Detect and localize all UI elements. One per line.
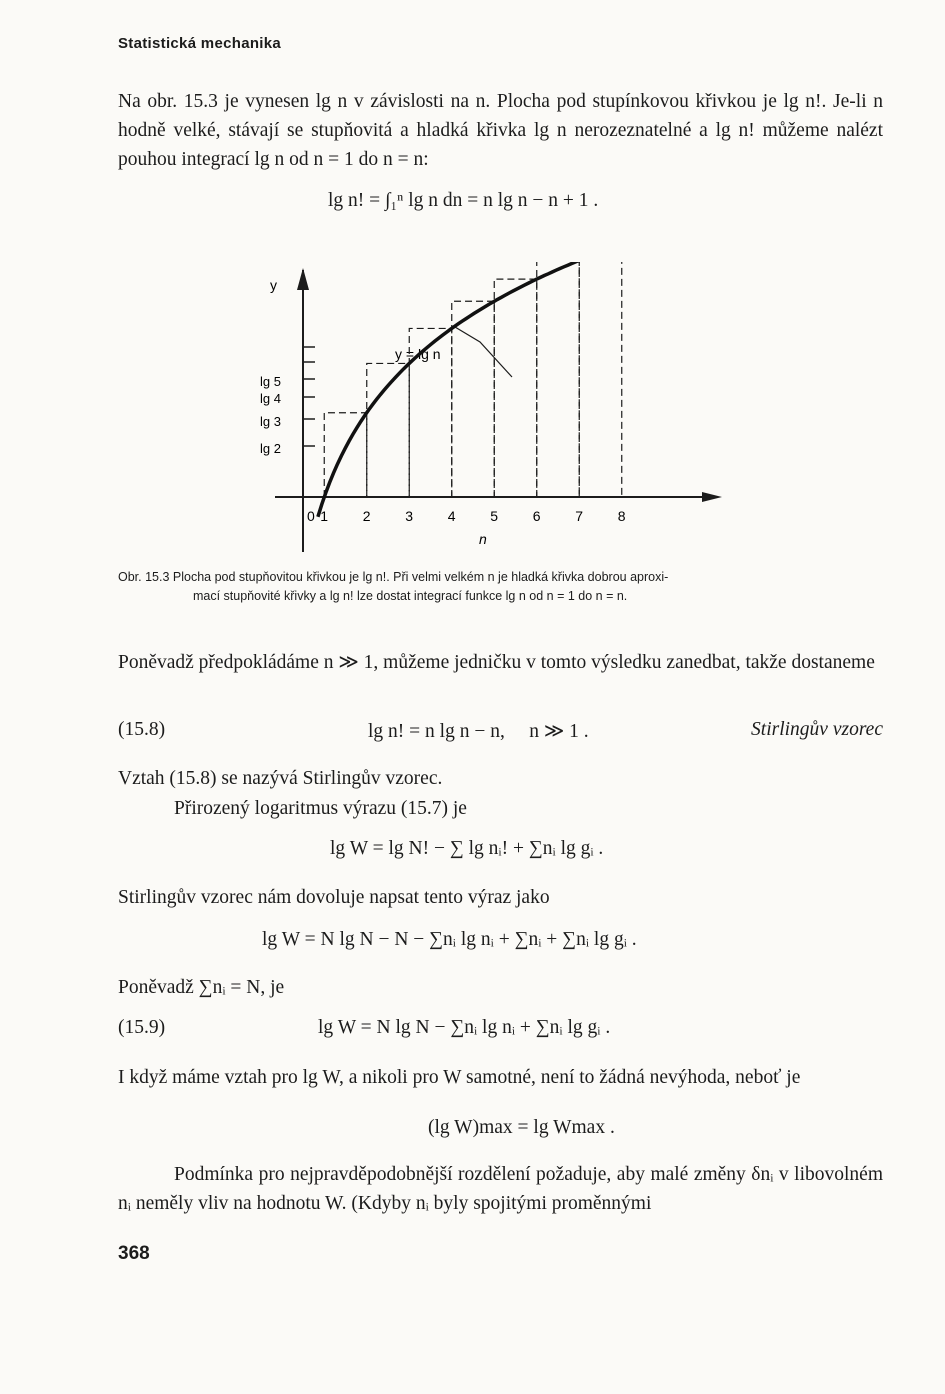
step-bar: [494, 279, 537, 497]
origin-label: 0: [307, 508, 315, 524]
equation-max: (lg W)max = lg Wmax .: [428, 1117, 615, 1138]
page-number: 368: [118, 1243, 150, 1264]
paragraph-condition: Podmínka pro nejpravděpodobnější rozdělení požaduje, aby malé změny δnᵢ v libovolném nᵢ neměly vliv na hodnotu W. (Kdyby nᵢ byly spojitými proměnnými: [118, 1164, 883, 1214]
x-tick-label: 5: [490, 508, 499, 524]
equation-lnW: lg W = lg N! − ∑ lg nᵢ! + ∑nᵢ lg gᵢ .: [330, 838, 604, 859]
paragraph-natural-log: Přirozený logaritmus výrazu (15.7) je: [174, 798, 467, 819]
x-tick-label: 1: [320, 508, 329, 524]
equation-integral: lg n! = ∫₁ⁿ lg n dn = n lg n − n + 1 .: [328, 190, 599, 211]
step-bar: [537, 262, 580, 497]
equation-final: lg W = N lg N − ∑nᵢ lg nᵢ + ∑nᵢ lg gᵢ .: [318, 1017, 611, 1038]
curve-label-pointer: [455, 327, 512, 377]
step-bar: [579, 262, 622, 497]
paragraph-rewrite: Stirlingův vzorec nám dovoluje napsat tento výraz jako: [118, 887, 550, 908]
equation-name-stirling: Stirlingův vzorec: [751, 719, 883, 740]
equation-number-15-9: (15.9): [118, 1017, 166, 1038]
curve-lg-n: [318, 262, 630, 517]
caption-line-1: Obr. 15.3 Plocha pod stupňovitou křivkou je lg n!. Při velmi velkém n je hladká křivka dobrou aproxi-: [118, 570, 669, 584]
y-tick-label: lg 5: [260, 374, 281, 389]
curve-label: y = lg n: [395, 346, 441, 362]
figure-stepped-log-curve: [240, 262, 740, 562]
equation-number-15-8: (15.8): [118, 719, 166, 740]
y-axis-label: y: [270, 277, 277, 293]
y-tick-label: lg 3: [260, 414, 281, 429]
x-tick-label: 7: [575, 508, 584, 524]
y-tick-label: lg 4: [260, 391, 281, 406]
x-axis-label: n: [479, 531, 487, 547]
paragraph-since-sum: Poněvadž ∑nᵢ = N, je: [118, 977, 285, 998]
y-tick-label: lg 2: [260, 441, 281, 456]
paragraph-max-remark: I když máme vztah pro lg W, a nikoli pro W samotné, není to žádná nevýhoda, neboť je: [118, 1067, 801, 1088]
x-tick-label: 2: [362, 508, 371, 524]
x-tick-label: 3: [405, 508, 414, 524]
x-tick-label: 4: [447, 508, 456, 524]
paragraph-approximation: Poněvadž předpokládáme n ≫ 1, můžeme jedničku v tomto výsledku zanedbat, takže dostaneme: [118, 652, 875, 673]
step-bar: [452, 301, 495, 497]
x-axis-arrow: [702, 492, 722, 502]
caption-line-2: mací stupňovité křivky a lg n! lze dostat integrací funkce lg n od n = 1 do n = n.: [193, 589, 628, 603]
paragraph-stirling-name: Vztah (15.8) se nazývá Stirlingův vzorec.: [118, 768, 443, 789]
equation-stirling: lg n! = n lg n − n, n ≫ 1 .: [368, 721, 589, 742]
paragraph-intro: Na obr. 15.3 je vynesen lg n v závislosti na n. Plocha pod stupínkovou křivkou je lg n!. Je-li n hodně velké, stávají se stupňovitá a hladká křivka lg n nerozeznatelné a lg n! můžeme nalézt pouhou integrací lg n od n = 1 do n = n:: [118, 91, 883, 170]
figure-caption: [118, 568, 888, 606]
x-tick-label: 6: [532, 508, 541, 524]
running-header: Statistická mechanika: [118, 35, 282, 52]
x-tick-label: 8: [617, 508, 626, 524]
equation-lnW-expanded: lg W = N lg N − N − ∑nᵢ lg nᵢ + ∑nᵢ + ∑nᵢ lg gᵢ .: [262, 929, 637, 950]
y-axis-arrow: [297, 268, 309, 290]
